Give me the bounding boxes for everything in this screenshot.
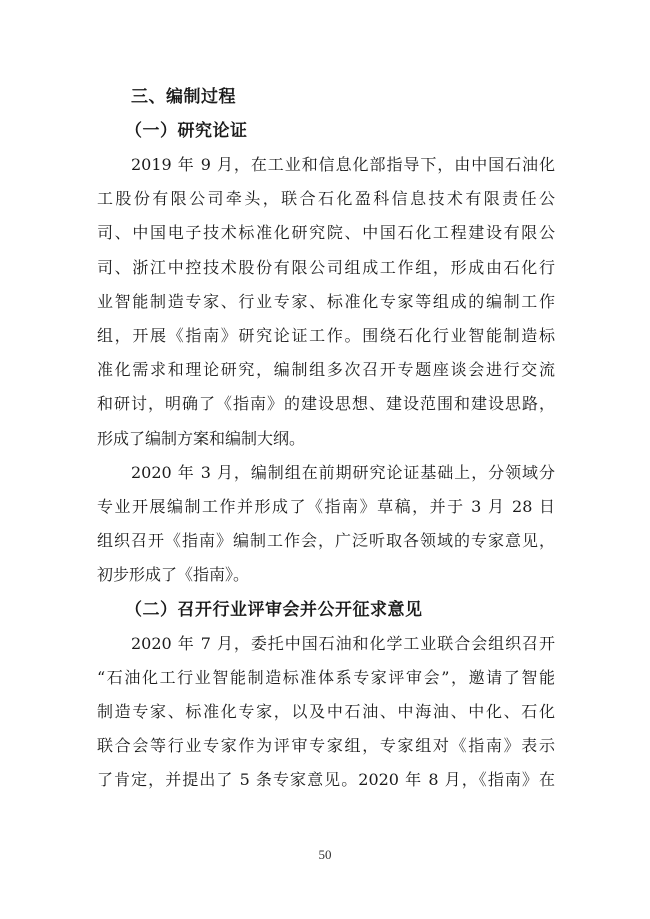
text-line: 2020 年 3 月，编制组在前期研究论证基础上，分领域分: [131, 462, 555, 482]
paragraph-draft-formation: [97, 456, 555, 593]
text-line: 组织召开《指南》编制工作会，广泛听取各领域的专家意见，: [97, 531, 555, 551]
text-line: 司、浙江中控技术股份有限公司组成工作组，形成由石化行: [97, 257, 555, 277]
text-line: 和研讨，明确了《指南》的建设思想、建设范围和建设思路，: [97, 394, 555, 414]
text-line: 形成了编制方案和编制大纲。: [97, 428, 306, 448]
text-line: 2019 年 9 月，在工业和信息化部指导下，由中国石油化: [131, 155, 555, 174]
paragraph-research-process: [97, 148, 555, 456]
text-line: 制造专家、标准化专家，以及中石油、中海油、中化、石化: [97, 702, 555, 722]
text-line: 准化需求和理论研究，编制组多次召开专题座谈会进行交流: [97, 360, 555, 380]
subsection-title-research: （一）研究论证: [125, 121, 248, 141]
text-line: 业智能制造专家、行业专家、标准化专家等组成的编制工作: [97, 291, 555, 311]
text-line: 了肯定，并提出了 5 条专家意见。2020 年 8 月，《指南》在: [97, 770, 555, 790]
text-line: 司、中国电子技术标准化研究院、中国石化工程建设有限公: [97, 223, 555, 243]
section-title: 三、编制过程: [131, 87, 236, 107]
text-line: “石油化工行业智能制造标准体系专家评审会”，邀请了智能: [97, 667, 555, 687]
text-line: 专业开展编制工作并形成了《指南》草稿，并于 3 月 28 日: [97, 497, 555, 517]
page-content: [97, 80, 555, 798]
text-line: 联合会等行业专家作为评审专家组，专家组对《指南》表示: [97, 736, 555, 756]
page-number: 50: [318, 847, 332, 862]
paragraph-expert-review: [97, 627, 555, 798]
text-line: 初步形成了《指南》。: [97, 565, 250, 585]
text-line: 组，开展《指南》研究论证工作。围绕石化行业智能制造标: [97, 326, 555, 346]
text-line: 2020 年 7 月，委托中国石油和化学工业联合会组织召开: [131, 633, 555, 653]
subsection-title-review: （二）召开行业评审会并公开征求意见: [125, 599, 423, 620]
text-line: 工股份有限公司牵头，联合石化盈科信息技术有限责任公: [97, 189, 555, 209]
